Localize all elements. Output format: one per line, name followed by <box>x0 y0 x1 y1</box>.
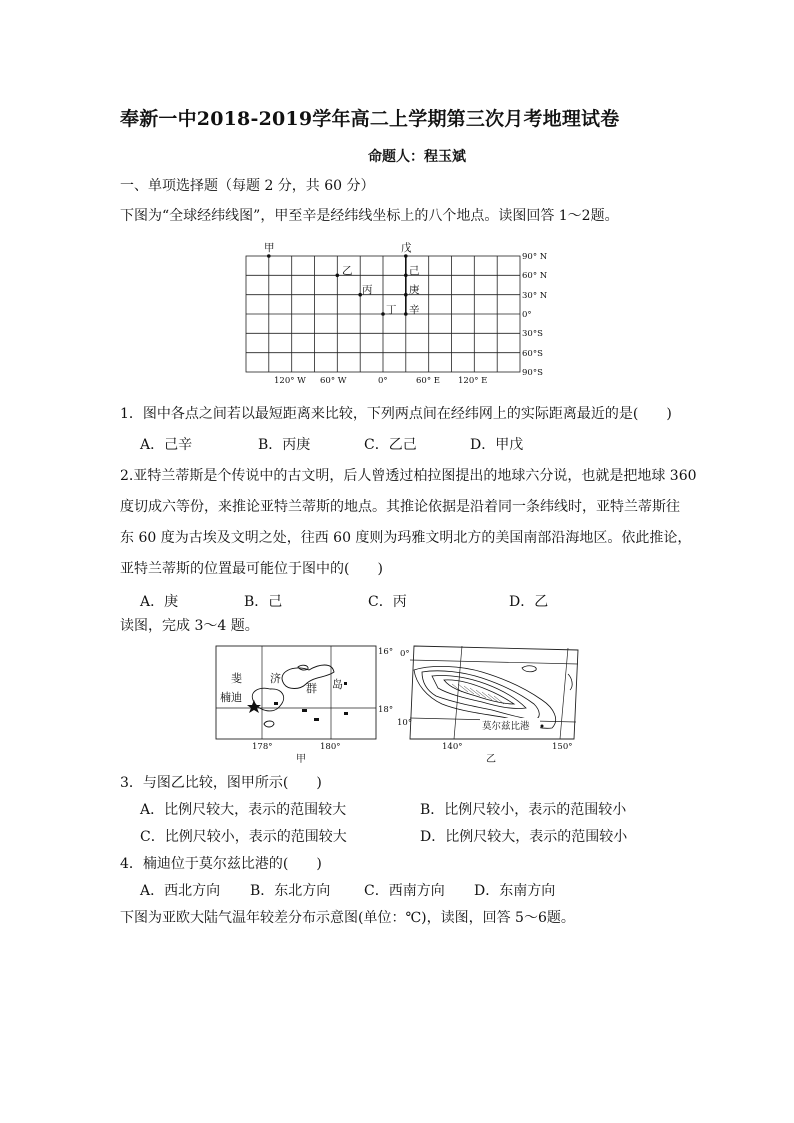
label-ji: 济 <box>270 672 281 685</box>
question-2-line: 度切成六等份，来推论亚特兰蒂斯的地点。其推论依据是沿着同一条纬线时，亚特兰蒂斯往 <box>120 499 680 515</box>
lat-label: 0° <box>522 310 532 320</box>
q2-option-b: B．己 <box>244 594 283 610</box>
section-heading: 一、单项选择题（每题 2 分，共 60 分） <box>120 178 375 194</box>
label-xin: 辛 <box>409 304 420 316</box>
point-ding <box>381 312 385 316</box>
label-jia: 甲 <box>264 242 275 254</box>
q4-option-c: C．西南方向 <box>364 883 445 899</box>
label-bing: 丙 <box>362 284 373 296</box>
lat-label: 90°S <box>522 368 543 378</box>
lat-label: 0° <box>400 649 410 659</box>
point-yi <box>336 274 340 278</box>
q1-option-a: A．己辛 <box>140 437 193 453</box>
q2-option-a: A．庚 <box>140 594 179 610</box>
q4-option-d: D．东南方向 <box>474 883 556 899</box>
caption-jia: 甲 <box>296 754 306 764</box>
lon-label: 60° W <box>320 376 347 386</box>
map-fiji <box>214 642 402 764</box>
label-dao: 岛 <box>332 678 343 691</box>
q1-option-b: B．丙庚 <box>258 437 311 453</box>
page-title: 奉新一中2018-2019学年高二上学期第三次月考地理试卷 <box>120 108 620 130</box>
label-ding: 丁 <box>386 304 397 316</box>
port-moresby-marker <box>541 725 544 728</box>
label-qun: 群 <box>306 682 317 695</box>
lat-label: 30°S <box>522 329 543 339</box>
caption-yi: 乙 <box>486 754 496 764</box>
lon-label: 0° <box>378 376 388 386</box>
question-4-stem: 4．楠迪位于莫尔兹比港的( ) <box>120 856 322 872</box>
lon-label: 180° <box>320 742 341 752</box>
q1-option-c: C．乙己 <box>364 437 417 453</box>
q4-option-b: B．东北方向 <box>250 883 331 899</box>
label-nadi: 楠迪 <box>220 691 242 704</box>
question-2-line: 亚特兰蒂斯的位置最可能位于图中的( ) <box>120 561 383 577</box>
author-line: 命题人：程玉斌 <box>368 149 466 165</box>
lat-label: 60° N <box>522 271 548 281</box>
lat-label: 60°S <box>522 349 543 359</box>
label-ji: 己 <box>409 265 420 277</box>
question-1-stem: 1．图中各点之间若以最短距离来比较，下列两点间在经纬网上的实际距离最近的是( ) <box>120 406 672 422</box>
lat-label: 30° N <box>522 291 548 301</box>
intro-q3-4: 读图，完成 3～4 题。 <box>120 618 259 634</box>
lat-label: 16° <box>378 647 394 657</box>
q2-option-c: C．丙 <box>368 594 407 610</box>
lon-label: 120° E <box>458 376 488 386</box>
lon-label: 120° W <box>274 376 306 386</box>
point-jia <box>267 254 271 258</box>
label-geng: 庚 <box>409 284 420 296</box>
q4-option-a: A．西北方向 <box>140 883 221 899</box>
lat-label: 18° <box>378 705 394 715</box>
question-2-line: 东 60 度为古埃及文明之处，往西 60 度则为玛雅文明北方的美国南部沿海地区。依此推论， <box>120 530 692 546</box>
label-yi: 乙 <box>342 265 353 277</box>
question-3-stem: 3．与图乙比较，图甲所示( ) <box>120 775 322 791</box>
lon-label: 150° <box>552 742 573 752</box>
q3-option-d: D．比例尺较大，表示的范围较小 <box>420 829 628 845</box>
q3-option-b: B．比例尺较小，表示的范围较小 <box>420 802 627 818</box>
intro-q5-6: 下图为亚欧大陆气温年较差分布示意图(单位：℃)，读图，回答 5～6题。 <box>120 910 575 926</box>
q3-option-a: A．比例尺较大，表示的范围较大 <box>140 802 347 818</box>
q1-option-d: D．甲戊 <box>470 437 524 453</box>
lon-label: 178° <box>252 742 273 752</box>
lon-label: 140° <box>442 742 463 752</box>
map-new-guinea <box>392 642 586 764</box>
q3-option-c: C．比例尺较小，表示的范围较大 <box>140 829 347 845</box>
question-2-line: 2.亚特兰蒂斯是个传说中的古文明，后人曾透过柏拉图提出的地球六分说，也就是把地球 360 <box>120 468 697 484</box>
intro-q1-2: 下图为“全球经纬线图”，甲至辛是经纬线坐标上的八个地点。读图回答 1～2题。 <box>120 208 619 224</box>
label-fei: 斐 <box>231 672 242 685</box>
q2-option-d: D．乙 <box>509 594 549 610</box>
lat-label: 10° <box>397 718 413 728</box>
nadi-star-icon <box>247 700 261 713</box>
label-wu: 戊 <box>401 242 412 254</box>
lat-label: 90° N <box>522 252 548 262</box>
island-outlines <box>252 665 334 727</box>
label-port-moresby: 莫尔兹比港 <box>482 721 530 732</box>
lat-lon-grid-map <box>244 238 564 386</box>
lon-label: 60° E <box>416 376 440 386</box>
